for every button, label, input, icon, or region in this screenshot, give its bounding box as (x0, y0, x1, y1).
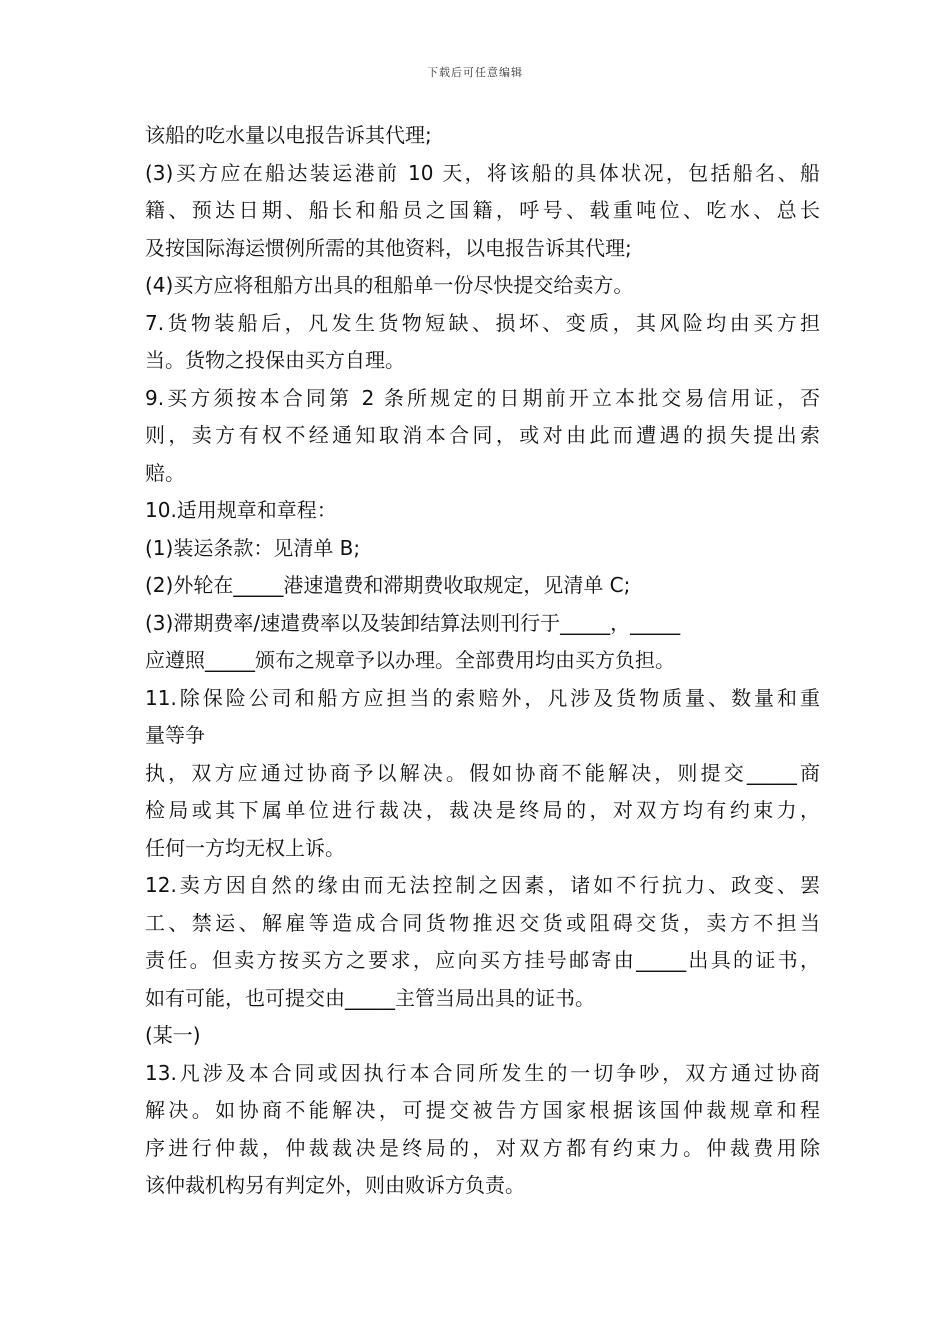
text-line: 责任。但卖方按买方之要求，应向买方挂号邮寄由_____出具的证书， (145, 948, 820, 972)
text-line: 10.适用规章和章程： (145, 498, 337, 522)
text-line: 13.凡涉及本合同或因执行本合同所发生的一切争吵，双方通过协商 (145, 1060, 820, 1085)
text-line: (某一) (145, 1023, 201, 1047)
text-line: (4)买方应将租船方出具的租船单一份尽快提交给卖方。 (145, 273, 634, 297)
text-line: 如有可能，也可提交由_____主管当局出具的证书。 (145, 985, 595, 1010)
text-line: (1)装运条款：见清单 B; (145, 535, 361, 560)
text-line: 则，卖方有权不经通知取消本合同，或对由此而遭遇的损失提出索 (145, 423, 820, 447)
text-line: 该仲裁机构另有判定外，则由败诉方负责。 (145, 1173, 525, 1197)
text-line: (3)买方应在船达装运港前 10 天，将该船的具体状况，包括船名、船 (145, 160, 820, 185)
text-line: 11.除保险公司和船方应担当的索赔外，凡涉及货物质量、数量和重 (145, 685, 820, 710)
text-line: 执，双方应通过协商予以解决。假如协商不能解决，则提交_____商 (145, 760, 820, 785)
text-line: 应遵照_____颁布之规章予以办理。全部费用均由买方负担。 (145, 648, 675, 672)
text-line: 及按国际海运惯例所需的其他资料，以电报告诉其代理; (145, 235, 632, 260)
text-line: 工、禁运、解雇等造成合同货物推迟交货或阻碍交货，卖方不担当 (145, 910, 820, 935)
page-header: 下载后可任意编辑 (427, 66, 523, 79)
text-line: 9.买方须按本合同第 2 条所规定的日期前开立本批交易信用证，否 (145, 385, 820, 410)
text-line: 任何一方均无权上诉。 (145, 835, 345, 860)
text-line: 赔。 (145, 460, 185, 485)
text-line: 检局或其下属单位进行裁决，裁决是终局的，对双方均有约束力， (145, 798, 820, 822)
text-line: 12.卖方因自然的缘由而无法控制之因素，诸如不行抗力、政变、罢 (145, 873, 820, 897)
text-line: 序进行仲裁，仲裁裁决是终局的，对双方都有约束力。仲裁费用除 (145, 1135, 820, 1160)
text-line: 籍、预达日期、船长和船员之国籍，呼号、载重吨位、吃水、总长 (145, 198, 820, 222)
document-body (145, 117, 820, 1205)
text-line: 解决。如协商不能解决，可提交被告方国家根据该国仲裁规章和程 (145, 1098, 820, 1122)
text-line: 量等争 (145, 723, 205, 747)
text-line: 当。货物之投保由买方自理。 (145, 348, 405, 372)
text-line: 该船的吃水量以电报告诉其代理; (145, 123, 432, 147)
text-line: (2)外轮在_____港速遣费和滞期费收取规定，见清单 C; (145, 573, 631, 597)
text-line: 7.货物装船后，凡发生货物短缺、损坏、变质，其风险均由买方担 (145, 310, 820, 335)
text-line: (3)滞期费率/速遣费率以及装卸结算法则刊行于_____，_____ (145, 610, 681, 635)
